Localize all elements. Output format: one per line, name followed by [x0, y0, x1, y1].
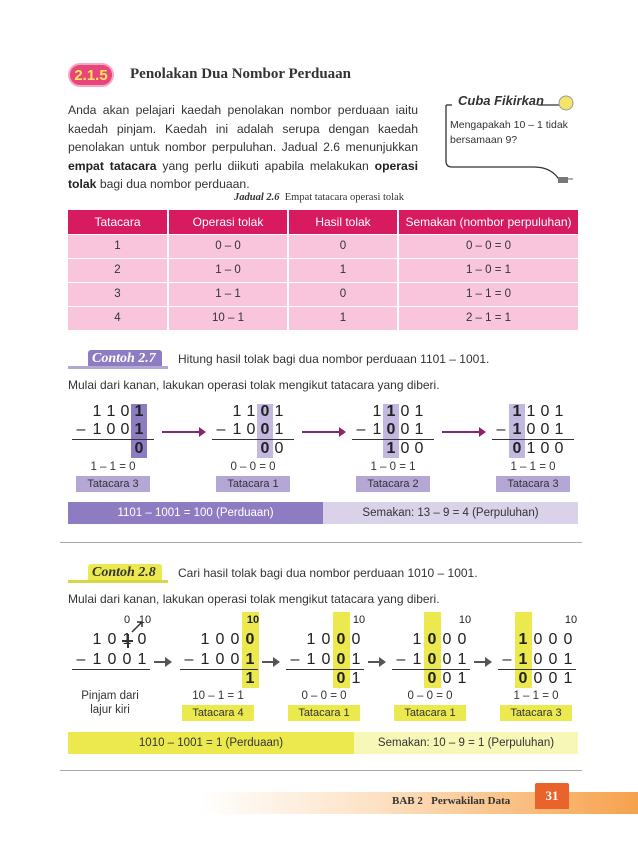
- borrow-digit: [334, 612, 348, 628]
- bottom-digit: 0: [442, 651, 452, 668]
- minus-sign: –: [290, 651, 300, 668]
- bottom-digit: 0: [336, 651, 346, 668]
- top-digit: 1: [372, 403, 382, 420]
- bottom-digit: 0: [533, 651, 543, 668]
- contoh-28-badge: Contoh 2.8: [88, 564, 162, 582]
- borrow-digit: [90, 612, 104, 628]
- top-digit: 1: [200, 631, 210, 648]
- bottom-digit: 1: [306, 651, 316, 668]
- header-semakan: Semakan (nombor perpuluhan): [398, 210, 578, 234]
- footer-chapter: [392, 795, 510, 807]
- top-digit: 1: [412, 631, 422, 648]
- bottom-digit: 1: [412, 651, 422, 668]
- table-cell: 1 – 0 = 1: [398, 258, 578, 282]
- divider: [60, 542, 582, 543]
- bottom-digit: 0: [230, 651, 240, 668]
- bottom-digit: 1: [554, 421, 564, 438]
- sum-rule: [492, 439, 574, 440]
- borrow-digit: 10: [564, 614, 578, 626]
- result-digit: 0: [442, 670, 452, 687]
- result-digit: [304, 671, 318, 687]
- top-digit: 0: [215, 631, 225, 648]
- top-digit: 0: [245, 631, 255, 648]
- table-row: [68, 282, 578, 306]
- sum-rule: [498, 669, 576, 670]
- result-digit: [90, 671, 104, 687]
- next-step-arrow: [474, 661, 490, 663]
- result-digit: 0: [548, 670, 558, 687]
- step-calculation: 0 – 0 = 0: [301, 690, 347, 702]
- top-digit: 0: [427, 631, 437, 648]
- divider: [60, 770, 582, 771]
- table-cell: 4: [68, 306, 168, 330]
- contoh-28-check-bar: Semakan: 10 – 9 = 1 (Perpuluhan): [354, 732, 578, 754]
- contoh-28-lead: Mulai dari kanan, lakukan operasi tolak mengikut tatacara yang diberi.: [68, 592, 440, 606]
- bottom-digit: 0: [120, 421, 130, 438]
- top-digit: 1: [134, 403, 144, 420]
- step-tatacara-tag: Tatacara 1: [288, 705, 360, 721]
- next-step-arrow: [262, 661, 278, 663]
- bottom-digit: 1: [414, 421, 424, 438]
- bottom-digit: 1: [245, 651, 255, 668]
- result-digit: 0: [336, 670, 346, 687]
- table-cell: 3: [68, 282, 168, 306]
- bottom-digit: 1: [351, 651, 361, 668]
- result-digit: 0: [512, 440, 522, 457]
- page-number: 31: [535, 783, 569, 809]
- intro-paragraph: [68, 101, 418, 194]
- sum-rule: [72, 439, 154, 440]
- step-tatacara-tag: Tatacara 2: [356, 476, 430, 492]
- borrow-digit: [228, 612, 242, 628]
- bottom-digit: 0: [122, 651, 132, 668]
- top-digit: 1: [386, 403, 396, 420]
- sum-rule: [286, 669, 364, 670]
- bottom-digit: 0: [540, 421, 550, 438]
- result-digit: 0: [260, 440, 270, 457]
- result-digit: [319, 671, 333, 687]
- bottom-digit: 1: [512, 421, 522, 438]
- top-digit: 1: [92, 631, 102, 648]
- borrow-digit: [546, 612, 560, 628]
- result-digit: [228, 671, 242, 687]
- step-calculation: 0 – 0 = 0: [407, 690, 453, 702]
- step-calculation: 10 – 1 = 1: [192, 690, 244, 702]
- borrow-digit: 10: [138, 614, 152, 626]
- contoh-27-badge: Contoh 2.7: [88, 350, 162, 368]
- borrow-digit: 10: [352, 614, 366, 626]
- minus-sign: –: [184, 651, 194, 668]
- bottom-digit: 1: [232, 421, 242, 438]
- bottom-digit: 0: [400, 421, 410, 438]
- cuba-fikirkan-question: Mengapakah 10 – 1 tidak bersamaan 9?: [450, 119, 568, 146]
- borrow-digit: [531, 612, 545, 628]
- top-digit: 1: [306, 631, 316, 648]
- bottom-digit: 0: [427, 651, 437, 668]
- bottom-digit: 1: [92, 421, 102, 438]
- result-digit: 1: [245, 670, 255, 687]
- top-digit: 0: [260, 403, 270, 420]
- result-digit: [104, 441, 118, 457]
- table-row: [68, 258, 578, 282]
- top-digit: 0: [457, 631, 467, 648]
- table-cell: 0 – 0: [168, 234, 288, 258]
- borrow-digit: [516, 612, 530, 628]
- result-digit: [105, 671, 119, 687]
- table-caption-text: Empat tatacara operasi tolak: [284, 192, 404, 203]
- top-digit: 1: [106, 403, 116, 420]
- step-calculation: 0 – 0 = 0: [230, 461, 276, 473]
- intro-bold-1: empat tatacara: [68, 158, 157, 173]
- bottom-digit: 0: [260, 421, 270, 438]
- bottom-digit: 0: [106, 421, 116, 438]
- contoh-28-result-bar: 1010 – 1001 = 1 (Perduaan): [68, 732, 354, 754]
- result-digit: 1: [386, 440, 396, 457]
- borrow-digit: [213, 612, 227, 628]
- contoh-27-question: Hitung hasil tolak bagi dua nombor perduaan 1101 – 1001.: [178, 352, 490, 366]
- step-calculation: 1 – 1 = 0: [90, 461, 136, 473]
- result-digit: 0: [427, 670, 437, 687]
- top-digit: 0: [120, 403, 130, 420]
- top-digit: 1: [512, 403, 522, 420]
- top-digit: 0: [137, 631, 147, 648]
- table-cell: 0: [288, 234, 398, 258]
- step-tatacara-tag: Tatacara 1: [394, 705, 466, 721]
- result-digit: [230, 441, 244, 457]
- strike-mark: [127, 634, 129, 648]
- header-operasi: Operasi tolak: [168, 210, 288, 234]
- step-calculation: 1 – 1 = 0: [513, 690, 559, 702]
- step-tatacara-tag: Tatacara 3: [500, 705, 572, 721]
- top-digit: 1: [246, 403, 256, 420]
- section-number-badge: 2.1.5: [68, 63, 114, 87]
- top-digit: 0: [533, 631, 543, 648]
- next-step-arrow: [154, 661, 170, 663]
- top-digit: 1: [526, 403, 536, 420]
- sum-rule: [180, 669, 258, 670]
- result-digit: [90, 441, 104, 457]
- bottom-digit: 0: [321, 651, 331, 668]
- step-calculation: 1 – 1 = 0: [510, 461, 556, 473]
- bottom-digit: 0: [215, 651, 225, 668]
- table-cell: 1 – 1 = 0: [398, 282, 578, 306]
- borrow-digit: [319, 612, 333, 628]
- bottom-digit: 0: [526, 421, 536, 438]
- bottom-digit: 1: [518, 651, 528, 668]
- result-digit: 0: [274, 440, 284, 457]
- table-cell: 0 – 0 = 0: [398, 234, 578, 258]
- top-digit: 0: [321, 631, 331, 648]
- bottom-digit: 1: [457, 651, 467, 668]
- result-digit: 0: [414, 440, 424, 457]
- result-digit: 1: [457, 670, 467, 687]
- next-step-arrow: [302, 431, 344, 433]
- step-calculation-line2: lajur kiri: [90, 704, 130, 716]
- borrow-digit: 10: [246, 614, 260, 626]
- table-cell: 2: [68, 258, 168, 282]
- contoh-27-result-bar: 1101 – 1001 = 100 (Perduaan): [68, 502, 323, 524]
- bottom-digit: 0: [107, 651, 117, 668]
- result-digit: 0: [518, 670, 528, 687]
- top-digit: 1: [92, 403, 102, 420]
- bottom-digit: 1: [200, 651, 210, 668]
- section-title: Penolakan Dua Nombor Perduaan: [130, 66, 352, 82]
- contoh-27-check-bar: Semakan: 13 – 9 = 4 (Perpuluhan): [323, 502, 578, 524]
- table-cell: 2 – 1 = 1: [398, 306, 578, 330]
- step-calculation: 1 – 0 = 1: [370, 461, 416, 473]
- result-digit: 0: [540, 440, 550, 457]
- cuba-fikirkan-title: Cuba Fikirkan: [458, 93, 544, 108]
- result-digit: [135, 671, 149, 687]
- contoh-28-question: Cari hasil tolak bagi dua nombor perduaan 1010 – 1001.: [178, 566, 478, 580]
- table-header-row: [68, 210, 578, 234]
- top-digit: 1: [518, 631, 528, 648]
- result-digit: 1: [526, 440, 536, 457]
- result-digit: [120, 671, 134, 687]
- sum-rule: [212, 439, 294, 440]
- borrow-digit: [410, 612, 424, 628]
- top-digit: 0: [442, 631, 452, 648]
- bottom-digit: 0: [548, 651, 558, 668]
- intro-text-3: bagi dua nombor perduaan.: [96, 177, 250, 191]
- footer-chapter-number: BAB 2: [392, 795, 423, 807]
- bottom-digit: 0: [246, 421, 256, 438]
- footer-chapter-title: Perwakilan Data: [431, 795, 511, 807]
- minus-sign: –: [396, 651, 406, 668]
- top-digit: 0: [107, 631, 117, 648]
- borrow-digit: [105, 612, 119, 628]
- top-digit: 1: [274, 403, 284, 420]
- intro-bold-2: operasi tolak: [68, 158, 418, 191]
- table-cell: 1: [68, 234, 168, 258]
- step-calculation: Pinjam dari: [81, 690, 139, 702]
- step-tatacara-tag: Tatacara 1: [216, 476, 290, 492]
- next-step-arrow: [368, 661, 384, 663]
- result-digit: 1: [351, 670, 361, 687]
- top-digit: 1: [554, 403, 564, 420]
- table-cell: 1: [288, 258, 398, 282]
- result-digit: [118, 441, 132, 457]
- sum-rule: [352, 439, 434, 440]
- table-cell: 1 – 1: [168, 282, 288, 306]
- result-digit: [198, 671, 212, 687]
- borrow-digit: [198, 612, 212, 628]
- table-cell: 0: [288, 282, 398, 306]
- top-digit: 1: [232, 403, 242, 420]
- minus-sign: –: [496, 421, 506, 438]
- minus-sign: –: [216, 421, 226, 438]
- intro-text-1: Anda akan pelajari kaedah penolakan nombor perduaan iaitu kaedah pinjam. Kaedah ini adalah serupa dengan kaedah penolakan untuk nombor perpuluhan. Jadual 2.6 menunjukkan: [68, 103, 418, 154]
- result-digit: 0: [533, 670, 543, 687]
- bottom-digit: 1: [563, 651, 573, 668]
- top-digit: 0: [336, 631, 346, 648]
- bottom-digit: 0: [386, 421, 396, 438]
- table-cell: 10 – 1: [168, 306, 288, 330]
- borrow-digit: 0: [123, 614, 131, 626]
- top-digit: 0: [230, 631, 240, 648]
- result-digit: [370, 441, 384, 457]
- header-hasil: Hasil tolak: [288, 210, 398, 234]
- sum-rule: [392, 669, 470, 670]
- result-digit: [410, 671, 424, 687]
- borrow-digit: [425, 612, 439, 628]
- bottom-digit: 1: [274, 421, 284, 438]
- next-step-arrow: [162, 431, 204, 433]
- top-digit: 0: [563, 631, 573, 648]
- result-digit: 1: [563, 670, 573, 687]
- result-digit: 0: [134, 440, 144, 457]
- bottom-digit: 1: [134, 421, 144, 438]
- bottom-digit: 1: [137, 651, 147, 668]
- minus-sign: –: [76, 651, 86, 668]
- minus-sign: –: [356, 421, 366, 438]
- step-tatacara-tag: Tatacara 4: [182, 705, 254, 721]
- contoh-27-lead: Mulai dari kanan, lakukan operasi tolak mengikut tatacara yang diberi.: [68, 378, 440, 392]
- top-digit: 0: [548, 631, 558, 648]
- top-digit: 0: [540, 403, 550, 420]
- result-digit: 0: [554, 440, 564, 457]
- minus-sign: –: [76, 421, 86, 438]
- sum-rule: [72, 669, 150, 670]
- result-digit: 0: [400, 440, 410, 457]
- table-row: [68, 234, 578, 258]
- header-tatacara: Tatacara: [68, 210, 168, 234]
- top-digit: 1: [414, 403, 424, 420]
- borrow-digit: [440, 612, 454, 628]
- contoh-28-underline: [68, 580, 168, 583]
- next-step-arrow: [442, 431, 484, 433]
- borrow-digit: [304, 612, 318, 628]
- table-caption: [0, 192, 638, 203]
- step-tatacara-tag: Tatacara 3: [76, 476, 150, 492]
- result-digit: [244, 441, 258, 457]
- bottom-digit: 1: [372, 421, 382, 438]
- borrow-digit: 10: [458, 614, 472, 626]
- top-digit: 0: [351, 631, 361, 648]
- operations-table: [68, 210, 578, 330]
- table-row: [68, 306, 578, 330]
- table-cell: 1 – 0: [168, 258, 288, 282]
- table-caption-label: Jadual 2.6: [234, 192, 280, 203]
- top-digit: 0: [400, 403, 410, 420]
- minus-sign: –: [502, 651, 512, 668]
- table-cell: 1: [288, 306, 398, 330]
- intro-text-2: yang perlu diikuti apabila melakukan: [156, 158, 375, 173]
- borrow-arrow-icon: [130, 618, 146, 634]
- contoh-27-underline: [68, 366, 168, 369]
- step-tatacara-tag: Tatacara 3: [496, 476, 570, 492]
- bottom-digit: 1: [92, 651, 102, 668]
- result-digit: [213, 671, 227, 687]
